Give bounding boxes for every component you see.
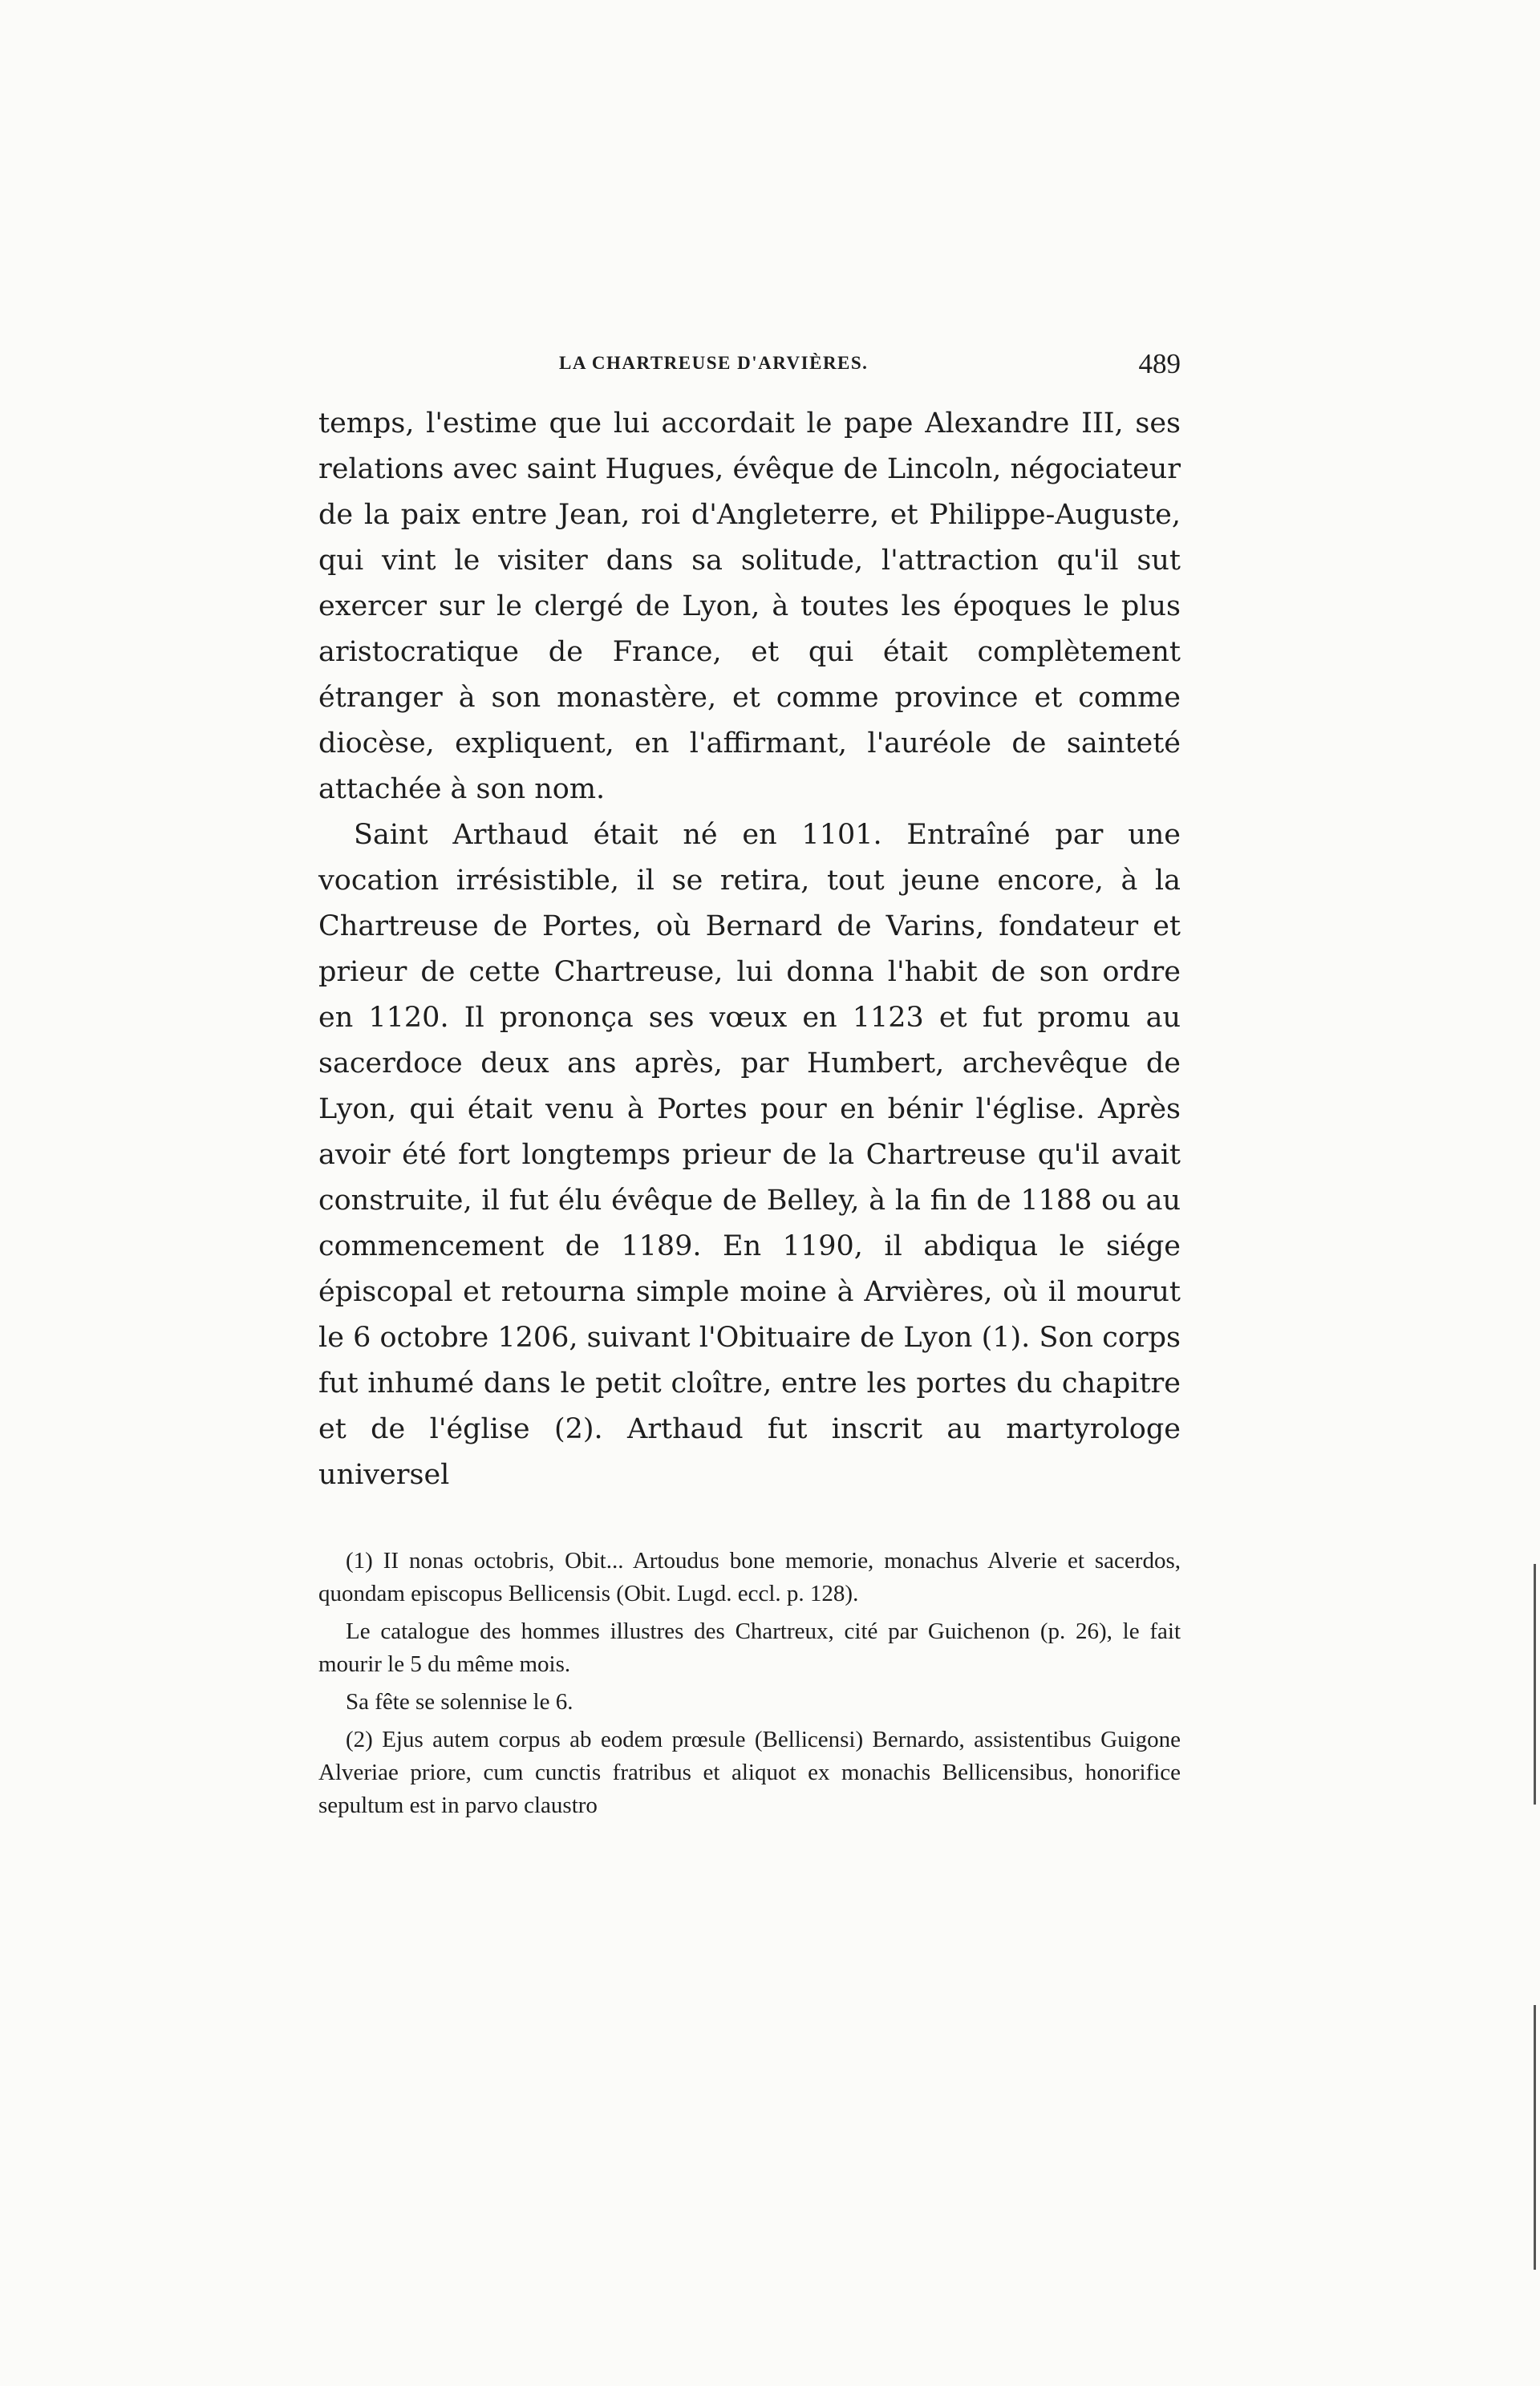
paragraph-2: Saint Arthaud était né en 1101. Entraîné par une vocation irrésistible, il se retira, tout jeune encore, à la Chartreuse de Portes, où Bernard de Varins, fondateur et prieur de cette Chartreuse, lui donna l'habit de son ordre en 1120. Il prononça ses vœux en 1123 et fut promu au sacerdoce deux ans après, par Humbert, archevêque de Lyon, qui était venu à Portes pour en bénir l'église. Après avoir été fort longtemps prieur de la Chartreuse qu'il avait construite, il fut élu évêque de Belley, à la fin de 1188 ou au commencement de 1189. En 1190, il abdiqua le siége épiscopal et retourna simple moine à Arvières, où il mourut le 6 octobre 1206, suivant l'Obituaire de Lyon (1). Son corps fut inhumé dans le petit cloître, entre les portes du chapitre et de l'église (2). Arthaud fut inscrit au martyrologe universel bbox=[318, 819, 1181, 1491]
book-page bbox=[318, 348, 1181, 1827]
footnote-1: (1) II nonas octobris, Obit... Artoudus bone memorie, monachus Alverie et sacerdos, quondam episcopus Bellicensis (Obit. Lugd. eccl. p. 128). bbox=[318, 1548, 1181, 1606]
footnote-2: (2) Ejus autem corpus ab eodem prœsule (Bellicensi) Bernardo, assistentibus Guigone Alveriae priore, cum cunctis fratribus et aliquot ex monachis Bellicensibus, honorifice sepultum est in parvo claustro bbox=[318, 1727, 1181, 1818]
page-number: 489 bbox=[1138, 348, 1181, 379]
paragraph-1: temps, l'estime que lui accordait le pape Alexandre III, ses relations avec saint Hugues, évêque de Lincoln, négociateur de la paix entre Jean, roi d'Angleterre, et Philippe-Auguste, qui vint le visiter dans sa solitude, l'attraction qu'il sut exercer sur le clergé de Lyon, à toutes les époques le plus aristocratique de France, et qui était complètement étranger à son monastère, et comme province et comme diocèse, expliquent, en l'affirmant, l'auréole de sainteté attachée à son nom. bbox=[318, 407, 1181, 805]
scan-edge-line-lower bbox=[1534, 2005, 1536, 2270]
footnote-1-feast: Sa fête se solennise le 6. bbox=[346, 1689, 573, 1715]
scan-edge-line-upper bbox=[1534, 1564, 1536, 1805]
footnote-1-continuation: Le catalogue des hommes illustres des Chartreux, cité par Guichenon (p. 26), le fait mourir le 5 du même mois. bbox=[318, 1618, 1181, 1677]
body-text bbox=[318, 401, 1181, 1498]
footnotes bbox=[318, 1545, 1181, 1822]
running-title: LA CHARTREUSE D'ARVIÈRES. bbox=[559, 353, 869, 373]
running-head bbox=[318, 348, 1181, 385]
